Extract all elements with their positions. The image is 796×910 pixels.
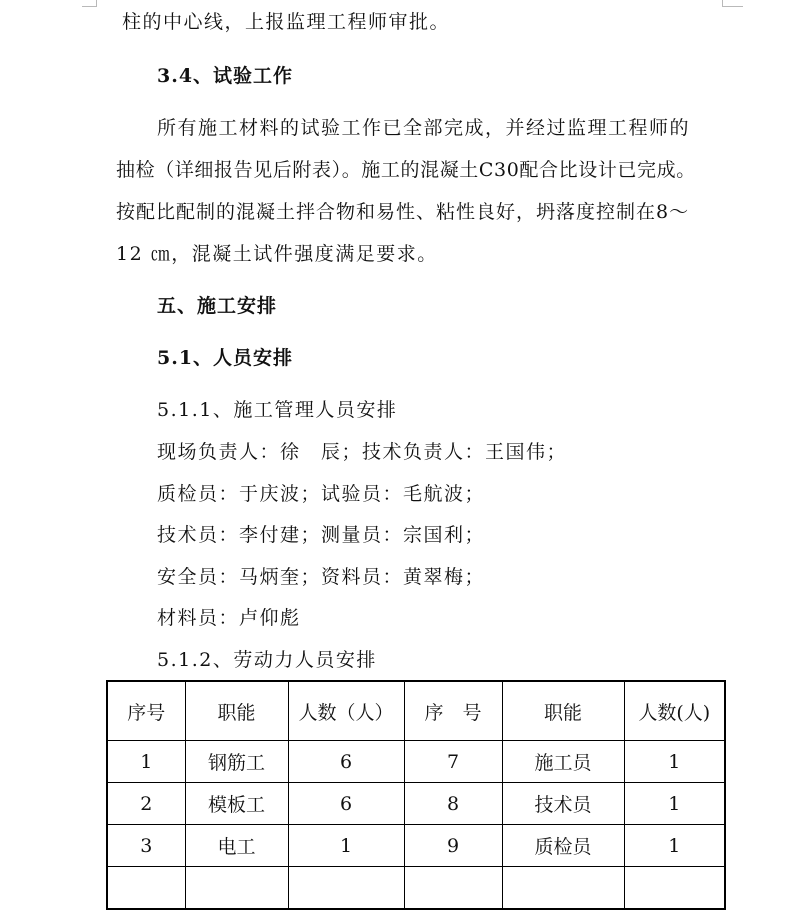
table-cell: 9 [404,825,502,867]
table-cell: 8 [404,783,502,825]
table-header-cell: 序号 [107,681,185,741]
table-cell [624,867,725,910]
paragraph-line: 12 ㎝，混凝土试件强度满足要求。 [116,243,438,265]
table-row-partial [107,867,725,910]
table-header-cell: 职能 [502,681,624,741]
table-cell [502,867,624,910]
table-header-cell: 人数(人) [624,681,725,741]
table-header-cell: 序 号 [404,681,502,741]
table-cell: 钢筋工 [185,741,288,783]
staff-line: 质检员：于庆波；试验员：毛航波； [157,483,486,505]
table-cell: 1 [288,825,404,867]
table-cell: 1 [624,825,725,867]
table-cell: 质检员 [502,825,624,867]
table-cell: 1 [624,783,725,825]
margin-crop-mark-left [82,0,97,7]
paragraph-line: 按配比配制的混凝土拌合物和易性、粘性良好，坍落度控制在8～ [116,201,690,223]
subsection-heading-5-1-2: 5.1.2、劳动力人员安排 [157,649,377,671]
table-row [107,741,725,783]
staff-line: 安全员：马炳奎；资料员：黄翠梅； [157,566,486,588]
table-header-row [107,681,725,741]
staff-line: 材料员：卢仰彪 [157,607,301,629]
table-row [107,825,725,867]
paragraph-line: 抽检（详细报告见后附表）。施工的混凝土C30配合比设计已完成。 [116,159,696,181]
table-row [107,783,725,825]
table-cell: 技术员 [502,783,624,825]
table-cell: 2 [107,783,185,825]
table-cell: 施工员 [502,741,624,783]
table-cell [107,867,185,910]
table-header-cell: 人数（人） [288,681,404,741]
table-cell [404,867,502,910]
table-header-cell: 职能 [185,681,288,741]
table-cell: 1 [107,741,185,783]
table-cell: 7 [404,741,502,783]
table-cell: 6 [288,741,404,783]
table-cell: 模板工 [185,783,288,825]
table-cell [185,867,288,910]
subsection-heading-5-1-1: 5.1.1、施工管理人员安排 [157,399,398,421]
staff-line: 技术员：李付建；测量员：宗国利； [157,524,486,546]
table-cell: 1 [624,741,725,783]
margin-crop-mark-right [722,0,743,7]
table-cell: 6 [288,783,404,825]
table-cell: 3 [107,825,185,867]
paragraph-line: 柱的中心线，上报监理工程师审批。 [122,11,451,33]
section-heading-5-1: 5.1、人员安排 [157,347,294,369]
section-heading-3-4: 3.4、试验工作 [157,65,294,87]
paragraph-line: 所有施工材料的试验工作已全部完成，并经过监理工程师的 [157,117,691,139]
labor-table [106,680,726,910]
table-cell: 电工 [185,825,288,867]
table-cell [288,867,404,910]
staff-line: 现场负责人：徐 辰；技术负责人：王国伟； [157,441,568,463]
section-heading-5: 五、施工安排 [157,295,278,317]
